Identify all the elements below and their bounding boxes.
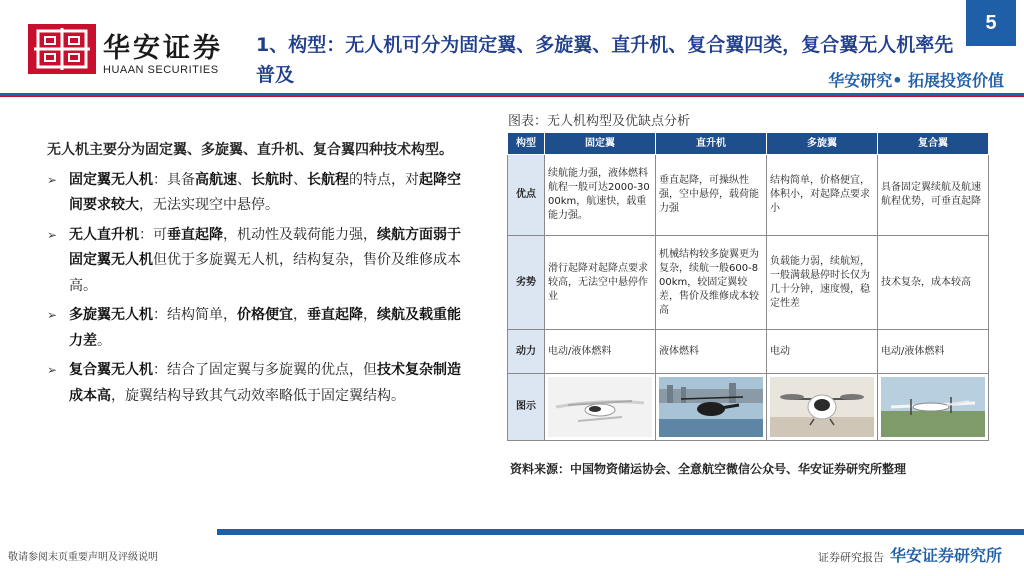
table-row-illustration bbox=[508, 374, 989, 441]
bullet-emphasis: 高航速 bbox=[195, 171, 237, 188]
table-header-cell: 多旋翼 bbox=[767, 133, 878, 155]
bullet-arrow-icon: ➢ bbox=[47, 172, 58, 187]
bullet-item bbox=[47, 303, 465, 354]
table-cell: 滑行起降对起降点要求较高，无法空中悬停作业 bbox=[545, 236, 656, 330]
bullet-text: ：结合了固定翼与多旋翼的优点，但 bbox=[153, 362, 377, 378]
comparison-table bbox=[507, 132, 989, 441]
table-row-advantages bbox=[508, 155, 989, 236]
bullet-text: ：可 bbox=[139, 226, 167, 243]
table-cell: 机械结构较多旋翼更为复杂，续航一般600-800km，较固定翼较差，售价及维修成本较高 bbox=[656, 236, 767, 330]
table-image-cell bbox=[545, 374, 656, 441]
bullet-emphasis: 价格便宜 bbox=[237, 307, 293, 323]
bullet-item bbox=[47, 223, 465, 300]
bullet-arrow-icon: ➢ bbox=[47, 308, 58, 322]
table-cell: 电动/液体燃料 bbox=[878, 330, 989, 374]
bullet-emphasis: 续航及载重能力差 bbox=[69, 307, 461, 349]
summary-text bbox=[47, 138, 465, 409]
table-row-disadvantages bbox=[508, 236, 989, 330]
bullet-text: ， bbox=[363, 307, 377, 323]
footer-disclaimer: 敬请参阅末页重要声明及评级说明 bbox=[8, 552, 158, 563]
bullet-text: ：结构简单， bbox=[153, 307, 237, 323]
page-title: 1、构型：无人机可分为固定翼、多旋翼、直升机、复合翼四类，复合翼无人机率先普及 bbox=[256, 34, 954, 86]
bullet-text: 、 bbox=[293, 171, 307, 188]
table-cell: 具备固定翼续航及航速航程优势，可垂直起降 bbox=[878, 155, 989, 236]
logo-english-name: HUAAN SECURITIES bbox=[103, 64, 219, 76]
bullet-label: 复合翼无人机 bbox=[69, 362, 153, 378]
helicopter-drone-image bbox=[659, 377, 763, 437]
footer-divider bbox=[217, 529, 1024, 535]
bullet-label: 固定翼无人机 bbox=[69, 171, 153, 188]
table-header-cell: 固定翼 bbox=[545, 133, 656, 155]
bullet-label: 无人直升机 bbox=[69, 226, 139, 243]
header-slogan: 华安研究• 拓展投资价值 bbox=[828, 71, 1004, 90]
table-header-cell: 直升机 bbox=[656, 133, 767, 155]
summary-intro: 无人机主要分为固定翼、多旋翼、直升机、复合翼四种技术构型。 bbox=[47, 142, 453, 158]
table-header-row bbox=[508, 133, 989, 155]
compound-wing-drone-image bbox=[881, 377, 985, 437]
table-cell: 续航能力强，液体燃料航程一般可达2000-3000km，航速快，载重能力强。 bbox=[545, 155, 656, 236]
row-label: 优点 bbox=[508, 155, 545, 236]
bullet-emphasis: 起降空间要求较大 bbox=[69, 171, 461, 213]
fixed-wing-drone-image bbox=[548, 377, 652, 437]
table-cell: 垂直起降，可操纵性强，空中悬停，载荷能力强 bbox=[656, 155, 767, 236]
bullet-text: 、 bbox=[237, 171, 251, 188]
bullet-label: 多旋翼无人机 bbox=[69, 307, 153, 323]
bullet-text: ：具备 bbox=[153, 171, 195, 188]
bullet-item bbox=[47, 358, 465, 409]
table-cell: 技术复杂，成本较高 bbox=[878, 236, 989, 330]
bullet-emphasis: 垂直起降 bbox=[167, 226, 223, 243]
bullet-text: 但优于多旋翼无人机，结构复杂，售价及维修成本高。 bbox=[69, 252, 461, 294]
bullet-text: ， bbox=[293, 307, 307, 323]
table-cell: 液体燃料 bbox=[656, 330, 767, 374]
bullet-text: 的特点，对 bbox=[349, 171, 419, 188]
bullet-emphasis: 长航程 bbox=[307, 171, 349, 188]
table-cell: 结构简单，价格便宜，体积小，对起降点要求小 bbox=[767, 155, 878, 236]
bullet-emphasis: 技术复杂制造成本高 bbox=[69, 362, 461, 404]
logo-emblem-icon bbox=[28, 24, 96, 74]
header-divider-accent bbox=[0, 96, 1024, 97]
row-label: 动力 bbox=[508, 330, 545, 374]
table-row-power bbox=[508, 330, 989, 374]
figure-source: 资料来源：中国物资储运协会、全意航空微信公众号、华安证券研究所整理 bbox=[510, 462, 907, 476]
table-image-cell bbox=[767, 374, 878, 441]
bullet-text: ，机动性及载荷能力强， bbox=[223, 226, 377, 243]
table-cell: 电动/液体燃料 bbox=[545, 330, 656, 374]
multirotor-drone-image bbox=[770, 377, 874, 437]
logo-emblem bbox=[28, 24, 96, 74]
table-header-cell: 复合翼 bbox=[878, 133, 989, 155]
bullet-emphasis: 续航方面弱于固定翼无人机 bbox=[69, 226, 461, 268]
bullet-text: 。 bbox=[97, 332, 111, 349]
table-image-cell bbox=[656, 374, 767, 441]
row-label: 劣势 bbox=[508, 236, 545, 330]
table-cell: 电动 bbox=[767, 330, 878, 374]
footer-report-type: 证券研究报告 bbox=[817, 551, 884, 564]
footer-brand-block bbox=[818, 543, 1002, 566]
logo-chinese-name: 华安证券 bbox=[103, 33, 223, 64]
bullet-list bbox=[47, 168, 465, 410]
bullet-arrow-icon: ➢ bbox=[47, 363, 58, 377]
row-label: 图示 bbox=[508, 374, 545, 441]
bullet-emphasis: 垂直起降 bbox=[307, 307, 363, 323]
bullet-text: ，无法实现空中悬停。 bbox=[139, 197, 279, 213]
table-image-cell bbox=[878, 374, 989, 441]
bullet-emphasis: 长航时 bbox=[251, 171, 293, 188]
page-number: 5 bbox=[966, 0, 1016, 46]
bullet-text: ，旋翼结构导致其气动效率略低于固定翼结构。 bbox=[111, 387, 405, 404]
footer-brand: 华安证券研究所 bbox=[889, 546, 1002, 565]
table-header-cell: 构型 bbox=[508, 133, 545, 155]
bullet-arrow-icon: ➢ bbox=[47, 227, 58, 242]
bullet-item bbox=[47, 168, 465, 219]
figure-caption: 图表：无人机构型及优缺点分析 bbox=[508, 114, 691, 129]
table-cell: 负载能力弱，续航短，一般满载悬停时长仅为几十分钟，速度慢，稳定性差 bbox=[767, 236, 878, 330]
